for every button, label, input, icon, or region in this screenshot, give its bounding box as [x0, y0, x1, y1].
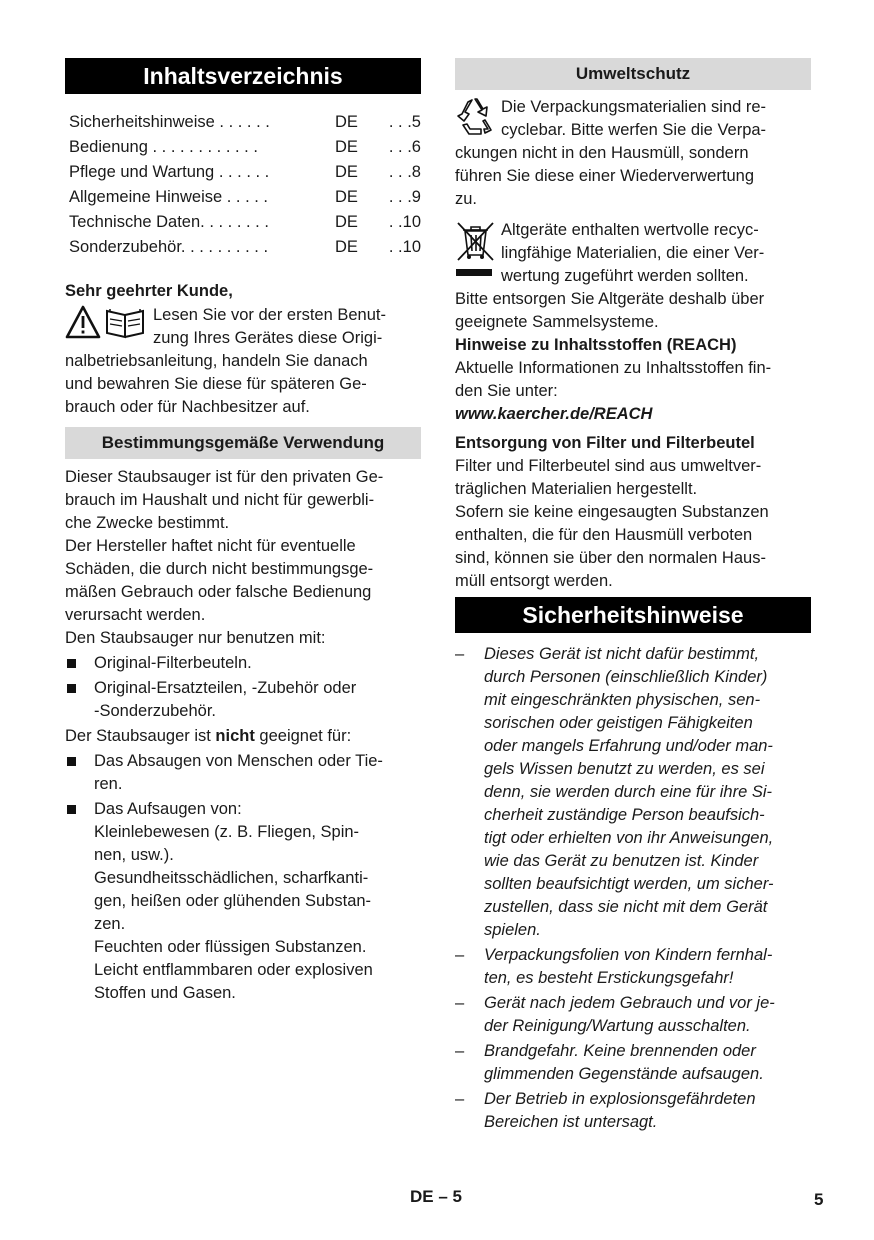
- toc-row[interactable]: [69, 160, 421, 185]
- safety-line: ten, es besteht Erstickungsgefahr!: [484, 969, 734, 987]
- bullet-marker: [65, 677, 94, 723]
- bullet-item: [65, 798, 421, 821]
- usage-intro-line: brauch im Haushalt und nicht für gewerbli-: [65, 491, 375, 509]
- safety-line: sorischen oder geistigen Fähigkeiten: [484, 714, 753, 732]
- bullet-square-icon: [67, 684, 76, 693]
- toc-row[interactable]: [69, 135, 421, 160]
- packaging-text: [455, 96, 811, 211]
- not-suited-line: [65, 725, 421, 748]
- toc-entry-page: . . .6: [388, 138, 421, 156]
- bullet-line: ren.: [94, 775, 123, 793]
- toc-entry-lang: DE: [335, 238, 358, 256]
- usage-sub-line: Kleinlebewesen (z. B. Fliegen, Spin-: [94, 823, 360, 841]
- toc-entry-name: Bedienung . . . . . . . . . . . .: [69, 138, 258, 156]
- usage-intro-line: Den Staubsauger nur benutzen mit:: [65, 629, 326, 647]
- packaging-line: cyclebar. Bitte werfen Sie die Verpa-: [501, 121, 767, 139]
- safety-line: durch Personen (einschließlich Kinder): [484, 668, 768, 686]
- toc-entry-page: . . .9: [388, 188, 421, 206]
- safety-item: [455, 643, 811, 942]
- packaging-line: Die Verpackungsmaterialien sind re-: [501, 98, 767, 116]
- safety-line: spielen.: [484, 921, 541, 939]
- usage-with-list: [65, 652, 421, 723]
- devices-line: lingfähige Materialien, die einer Ver-: [501, 244, 765, 262]
- usage-sub-line: Leicht entflammbaren oder explosiven: [94, 961, 373, 979]
- environment-heading: Umweltschutz: [455, 58, 811, 90]
- safety-line: mit eingeschränkten physischen, sen-: [484, 691, 761, 709]
- safety-item-text: [484, 1088, 811, 1134]
- reach-heading: Hinweise zu Inhaltsstoffen (REACH): [455, 336, 737, 354]
- safety-line: glimmenden Gegenstände aufsaugen.: [484, 1065, 764, 1083]
- not-suited-suffix: geeignet für:: [254, 727, 352, 745]
- bullet-marker: [65, 652, 94, 675]
- dash-marker: –: [455, 946, 465, 964]
- bullet-line: Original-Filterbeuteln.: [94, 654, 252, 672]
- toc-entry-name: Allgemeine Hinweise . . . . .: [69, 188, 268, 206]
- safety-item: [455, 992, 811, 1038]
- usage-sub-list: [65, 821, 421, 1005]
- toc-entry-lang: DE: [335, 113, 358, 131]
- toc-heading: Inhaltsverzeichnis: [65, 58, 421, 94]
- dash-marker: –: [455, 1042, 465, 1060]
- usage-sub-line: Feuchten oder flüssigen Substanzen.: [94, 938, 367, 956]
- safety-line: Bereichen ist untersagt.: [484, 1113, 658, 1131]
- safety-line: Der Betrieb in explosionsgefährdeten: [484, 1090, 756, 1108]
- greeting-line: nalbetriebsanleitung, handeln Sie danach: [65, 352, 368, 370]
- bullet-marker: [65, 750, 94, 796]
- bullet-item: [65, 652, 421, 675]
- usage-intro-line: mäßen Gebrauch oder falsche Bedienung: [65, 583, 372, 601]
- toc-row[interactable]: [69, 235, 421, 260]
- safety-item-text: [484, 1040, 811, 1086]
- usage-intro-line: Der Hersteller haftet nicht für eventuelle: [65, 537, 356, 555]
- page-footer-label: DE – 5: [410, 1187, 462, 1206]
- filter-line: enthalten, die für den Hausmüll verboten: [455, 526, 753, 544]
- page-number: 5: [814, 1190, 824, 1209]
- greeting-line: und bewahren Sie diese für späteren Ge-: [65, 375, 367, 393]
- safety-item-text: [484, 992, 811, 1038]
- bullet-line: Das Absaugen von Menschen oder Tie-: [94, 752, 383, 770]
- toc-entry-page: . .10: [388, 213, 421, 231]
- safety-list: [455, 643, 811, 1134]
- warning-read-manual-icon: [65, 304, 147, 340]
- bullet-line: Das Aufsaugen von:: [94, 800, 242, 818]
- greeting-line: brauch oder für Nachbesitzer auf.: [65, 398, 310, 416]
- usage-sub-line: nen, usw.).: [94, 846, 174, 864]
- filter-line: sind, können sie über den normalen Haus-: [455, 549, 766, 567]
- bullet-line: -Sonderzubehör.: [94, 702, 217, 720]
- table-of-contents: [69, 110, 421, 260]
- packaging-line: führen Sie diese einer Wiederverwertung: [455, 167, 754, 185]
- bullet-square-icon: [67, 757, 76, 766]
- packaging-line: zu.: [455, 190, 478, 208]
- reach-line: Aktuelle Informationen zu Inhaltsstoffen fin-: [455, 359, 772, 377]
- safety-item-text: [484, 643, 811, 942]
- recycling-icon: [455, 96, 495, 136]
- bullet-line: Original-Ersatzteilen, -Zubehör oder: [94, 679, 357, 697]
- toc-entry-name: Sicherheitshinweise . . . . . .: [69, 113, 270, 131]
- safety-line: Brandgefahr. Keine brennenden oder: [484, 1042, 756, 1060]
- usage-heading: Bestimmungsgemäße Verwendung: [65, 427, 421, 459]
- usage-not-list: [65, 750, 421, 821]
- packaging-block: [455, 96, 811, 211]
- toc-row[interactable]: [69, 110, 421, 135]
- safety-line: der Reinigung/Wartung ausschalten.: [484, 1017, 751, 1035]
- reach-url[interactable]: www.kaercher.de/REACH: [455, 405, 653, 423]
- bullet-square-icon: [67, 805, 76, 814]
- reach-line: den Sie unter:: [455, 382, 558, 400]
- filter-line: Filter und Filterbeutel sind aus umweltver-: [455, 457, 762, 475]
- toc-row[interactable]: [69, 185, 421, 210]
- toc-row[interactable]: [69, 210, 421, 235]
- filter-text: [455, 455, 811, 593]
- safety-line: zustellen, dass sie nicht mit dem Gerät: [484, 898, 768, 916]
- crossed-bin-icon: [455, 219, 495, 279]
- toc-entry-page: . . .5: [388, 113, 421, 131]
- toc-entry-name: Pflege und Wartung . . . . . .: [69, 163, 270, 181]
- reach-text: [455, 357, 811, 403]
- bullet-item: [65, 750, 421, 796]
- safety-item: [455, 944, 811, 990]
- toc-entry-page: . .10: [388, 238, 421, 256]
- safety-item: [455, 1088, 811, 1134]
- toc-entry-name: Sonderzubehör. . . . . . . . . .: [69, 238, 269, 256]
- usage-sub-line: Gesundheitsschädlichen, scharfkanti-: [94, 869, 369, 887]
- filter-line: Sofern sie keine eingesaugten Substanzen: [455, 503, 769, 521]
- safety-line: wie das Gerät zu benutzen ist. Kinder: [484, 852, 759, 870]
- toc-entry-name: Technische Daten. . . . . . . .: [69, 213, 269, 231]
- usage-intro-line: verursacht werden.: [65, 606, 206, 624]
- usage-sub-line: gen, heißen oder glühenden Substan-: [94, 892, 372, 910]
- not-suited-prefix: Der Staubsauger ist: [65, 727, 216, 745]
- greeting-line: Lesen Sie vor der ersten Benut-: [153, 306, 386, 324]
- filter-line: müll entsorgt werden.: [455, 572, 613, 590]
- toc-entry-page: . . .8: [388, 163, 421, 181]
- toc-entry-lang: DE: [335, 188, 358, 206]
- devices-line: Altgeräte enthalten wertvolle recyc-: [501, 221, 759, 239]
- left-column: [65, 58, 421, 1005]
- devices-block: [455, 219, 811, 334]
- greeting-block: [65, 304, 421, 419]
- bullet-item: [65, 677, 421, 723]
- packaging-line: ckungen nicht in den Hausmüll, sondern: [455, 144, 749, 162]
- bullet-text: [94, 677, 421, 723]
- dash-marker: –: [455, 645, 465, 663]
- greeting-title: Sehr geehrter Kunde,: [65, 282, 233, 300]
- devices-line: geeignete Sammelsysteme.: [455, 313, 659, 331]
- devices-text: [455, 219, 811, 334]
- bullet-text: [94, 750, 421, 796]
- usage-intro-text: [65, 466, 421, 650]
- right-column: [455, 58, 811, 1134]
- bullet-text: [94, 798, 421, 821]
- bullet-square-icon: [67, 659, 76, 668]
- toc-entry-lang: DE: [335, 138, 358, 156]
- greeting-line: zung Ihres Gerätes diese Origi-: [153, 329, 383, 347]
- safety-line: Verpackungsfolien von Kindern fernhal-: [484, 946, 773, 964]
- devices-line: Bitte entsorgen Sie Altgeräte deshalb über: [455, 290, 765, 308]
- safety-line: Dieses Gerät ist nicht dafür bestimmt,: [484, 645, 760, 663]
- usage-intro-line: Schäden, die durch nicht bestimmungsge-: [65, 560, 374, 578]
- usage-intro-line: Dieser Staubsauger ist für den privaten Ge-: [65, 468, 384, 486]
- usage-intro-line: che Zwecke bestimmt.: [65, 514, 230, 532]
- safety-heading: Sicherheitshinweise: [455, 597, 811, 633]
- dash-marker: –: [455, 1090, 465, 1108]
- filter-line: träglichen Materialien hergestellt.: [455, 480, 698, 498]
- safety-line: oder mangels Erfahrung und/oder man-: [484, 737, 773, 755]
- devices-line: wertung zugeführt werden sollten.: [501, 267, 749, 285]
- toc-entry-lang: DE: [335, 163, 358, 181]
- bullet-marker: [65, 798, 94, 821]
- safety-line: cherheit zuständige Person beaufsich-: [484, 806, 765, 824]
- usage-sub-line: Stoffen und Gasen.: [94, 984, 236, 1002]
- safety-line: tigt oder erhielten von ihr Anweisungen,: [484, 829, 774, 847]
- safety-line: sollten beaufsichtigt werden, um sicher-: [484, 875, 774, 893]
- safety-line: Gerät nach jedem Gebrauch und vor je-: [484, 994, 775, 1012]
- safety-item: [455, 1040, 811, 1086]
- usage-sub-line: zen.: [94, 915, 126, 933]
- safety-line: gels Wissen benutzt zu werden, es sei: [484, 760, 765, 778]
- bullet-text: [94, 652, 421, 675]
- safety-item-text: [484, 944, 811, 990]
- safety-line: denn, sie werden durch eine für ihre Si-: [484, 783, 772, 801]
- not-suited-bold: nicht: [215, 727, 255, 745]
- filter-heading: Entsorgung von Filter und Filterbeutel: [455, 434, 755, 452]
- toc-entry-lang: DE: [335, 213, 358, 231]
- dash-marker: –: [455, 994, 465, 1012]
